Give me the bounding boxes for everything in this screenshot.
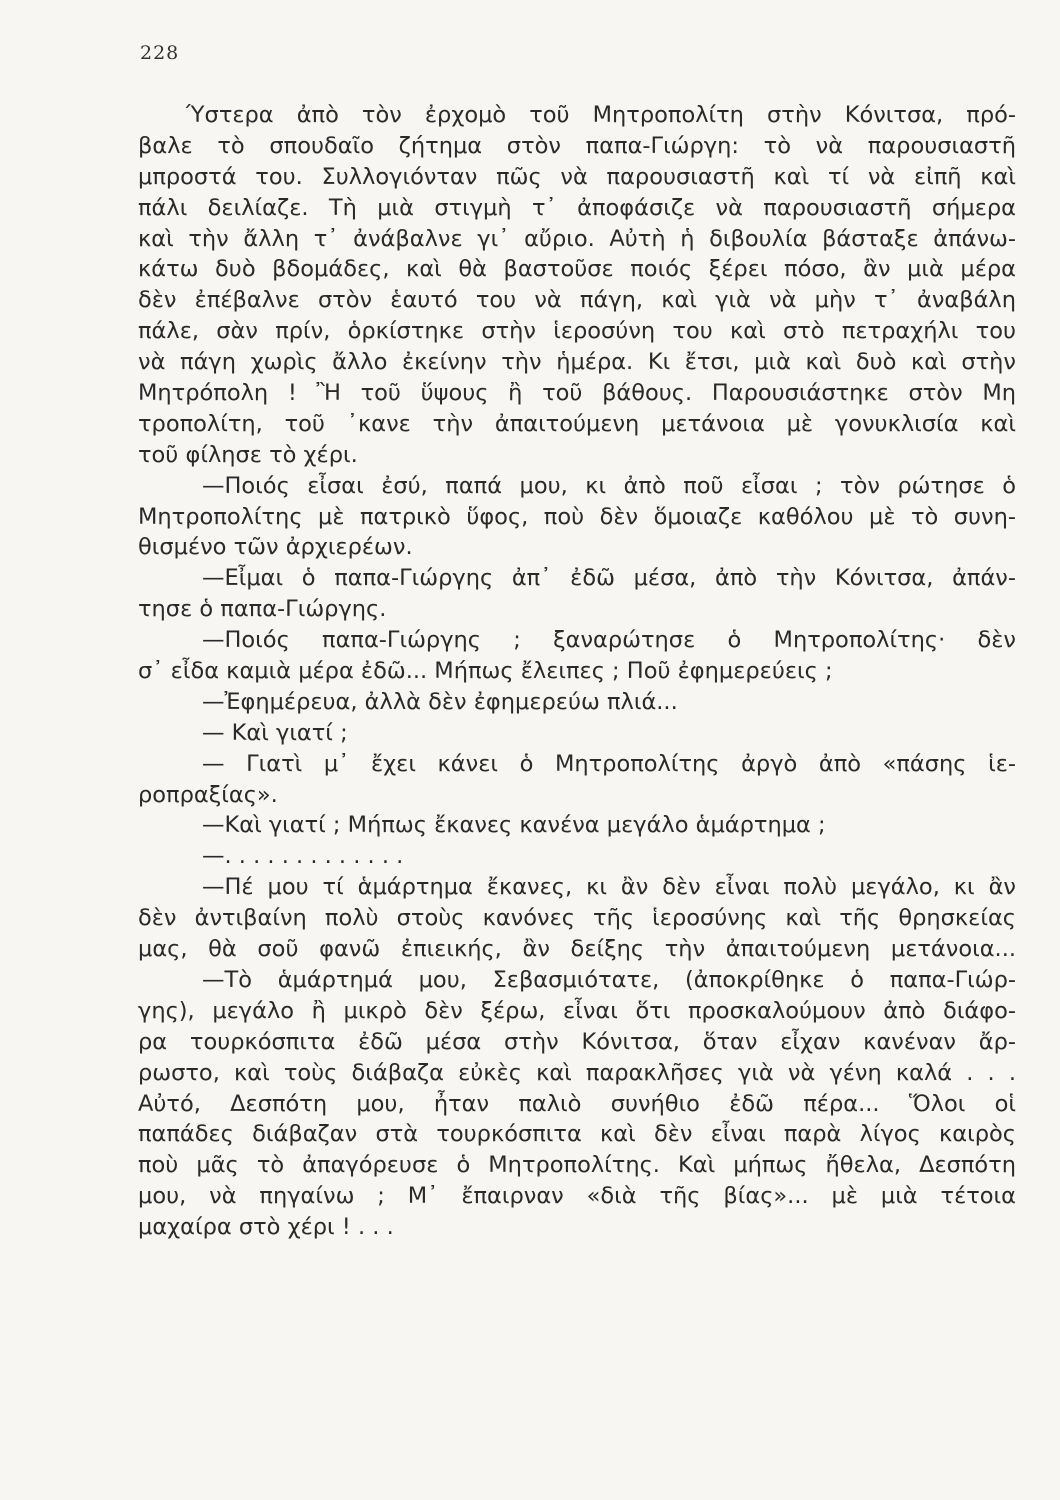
text-line: Μητροπολίτης μὲ πατρικὸ ὕφος, ποὺ δὲν ὅμοιαζε καθόλου μὲ τὸ συνη- bbox=[138, 503, 1016, 530]
text-line: ρωστο, καὶ τοὺς διάβαζα εὐκὲς καὶ παρακλῆσες γιὰ νὰ γένη καλά . . . bbox=[138, 1059, 1016, 1086]
text-line: σ᾿ εἶδα καμιὰ μέρα ἐδῶ... Μήπως ἔλειπες ; Ποῦ ἐφημερεύεις ; bbox=[138, 658, 833, 685]
text-line: μας, θὰ σοῦ φανῶ ἐπιεικής, ἂν δείξης τὴν ἀπαιτούμενη μετάνοια... bbox=[138, 936, 1016, 963]
text-line: νὰ πάγη χωρὶς ἄλλο ἐκείνην τὴν ἡμέρα. Κι ἔτσι, μιὰ καὶ δυὸ καὶ στὴν bbox=[138, 349, 1016, 376]
text-line: βαλε τὸ σπουδαῖο ζήτημα στὸν παπα-Γιώργη: τὸ νὰ παρουσιαστῆ bbox=[138, 132, 1016, 159]
text-line: πάλε, σὰν πρίν, ὁρκίστηκε στὴν ἱεροσύνη του καὶ στὸ πετραχήλι του bbox=[138, 318, 1016, 345]
text-line: τησε ὁ παπα-Γιώργης. bbox=[138, 596, 387, 623]
text-line: ποὺ μᾶς τὸ ἀπαγόρευσε ὁ Μητροπολίτης. Καὶ μήπως ἤθελα, Δεσπότη bbox=[138, 1152, 1016, 1179]
text-line: δὲν ἐπέβαλνε στὸν ἑαυτό του νὰ πάγη, καὶ γιὰ νὰ μὴν τ᾿ ἀναβάλη bbox=[138, 287, 1016, 314]
text-line: —. . . . . . . . . . . . . bbox=[202, 843, 404, 870]
text-line: πάλι δειλίαζε. Τὴ μιὰ στιγμὴ τ᾿ ἀποφάσιζε νὰ παρουσιαστῆ σήμερα bbox=[138, 194, 1016, 221]
body-text bbox=[138, 100, 1016, 1243]
text-line: —Ποιός παπα-Γιώργης ; ξαναρώτησε ὁ Μητροπολίτης· δὲν bbox=[202, 627, 1016, 654]
text-line: —Εἶμαι ὁ παπα-Γιώργης ἀπ᾿ ἐδῶ μέσα, ἀπὸ τὴν Κόνιτσα, ἀπάν- bbox=[202, 565, 1016, 592]
text-line: ροπραξίας». bbox=[138, 781, 278, 808]
text-line: τοῦ φίλησε τὸ χέρι. bbox=[138, 441, 358, 468]
text-line: μου, νὰ πηγαίνω ; Μ᾿ ἔπαιρναν «διὰ τῆς βίας»... μὲ μιὰ τέτοια bbox=[138, 1183, 1016, 1210]
text-line: —Καὶ γιατί ; Μήπως ἔκανες κανένα μεγάλο ἁμάρτημα ; bbox=[202, 812, 826, 839]
text-line: — Καὶ γιατί ; bbox=[202, 719, 348, 746]
text-line: μπροστά του. Συλλογιόνταν πῶς νὰ παρουσιαστῆ καὶ τί νὰ εἰπῆ καὶ bbox=[138, 163, 1016, 190]
text-line: τροπολίτη, τοῦ ᾿κανε τὴν ἀπαιτούμενη μετάνοια μὲ γονυκλισία καὶ bbox=[138, 410, 1016, 437]
text-line: δὲν ἀντιβαίνη πολὺ στοὺς κανόνες τῆς ἱεροσύνης καὶ τῆς θρησκείας bbox=[138, 905, 1016, 932]
text-line: —Ἐφημέρευα, ἀλλὰ δὲν ἐφημερεύω πλιά... bbox=[202, 688, 678, 715]
text-line: μαχαίρα στὸ χέρι ! . . . bbox=[138, 1214, 394, 1241]
text-line: —Πέ μου τί ἁμάρτημα ἔκανες, κι ἂν δὲν εἶναι πολὺ μεγάλο, κι ἂν bbox=[202, 874, 1016, 901]
text-line: παπάδες διάβαζαν στὰ τουρκόσπιτα καὶ δὲν εἶναι παρὰ λίγος καιρὸς bbox=[138, 1121, 1016, 1148]
text-line: Μητρόπολη ! Ἢ τοῦ ὕψους ἢ τοῦ βάθους. Παρουσιάστηκε στὸν Μη bbox=[138, 380, 1016, 407]
text-line: Ύστερα ἀπὸ τὸν ἐρχομὸ τοῦ Μητροπολίτη στὴν Κόνιτσα, πρό- bbox=[186, 102, 1016, 128]
text-line: — Γιατὶ μ᾿ ἔχει κάνει ὁ Μητροπολίτης ἀργὸ ἀπὸ «πάσης ἱε- bbox=[202, 750, 1016, 777]
text-line: κάτω δυὸ βδομάδες, καὶ θὰ βαστοῦσε ποιός ξέρει πόσο, ἂν μιὰ μέρα bbox=[138, 256, 1016, 283]
text-line: Αὐτό, Δεσπότη μου, ἦταν παλιὸ συνήθιο ἐδῶ πέρα... Ὅλοι οἱ bbox=[138, 1090, 1016, 1117]
text-line: —Τὸ ἁμάρτημά μου, Σεβασμιότατε, (ἀποκρίθηκε ὁ παπα-Γιώρ- bbox=[202, 966, 1016, 993]
text-line: θισμένο τῶν ἀρχιερέων. bbox=[138, 534, 413, 561]
text-line: καὶ τὴν ἄλλη τ᾿ ἀνάβαλνε γι᾿ αὔριο. Αὐτὴ ἡ διβουλία βάσταξε ἀπάνω- bbox=[138, 225, 1016, 252]
text-line: —Ποιός εἶσαι ἐσύ, παπά μου, κι ἀπὸ ποῦ εἶσαι ; τὸν ρώτησε ὁ bbox=[202, 472, 1016, 499]
text-line: ρα τουρκόσπιτα ἐδῶ μέσα στὴν Κόνιτσα, ὅταν εἶχαν κανέναν ἄρ- bbox=[138, 1028, 1016, 1055]
page-number: 228 bbox=[140, 42, 180, 64]
text-line: γης), μεγάλο ἢ μικρὸ δὲν ξέρω, εἶναι ὅτι προσκαλούμουν ἀπὸ διάφο- bbox=[138, 997, 1016, 1024]
